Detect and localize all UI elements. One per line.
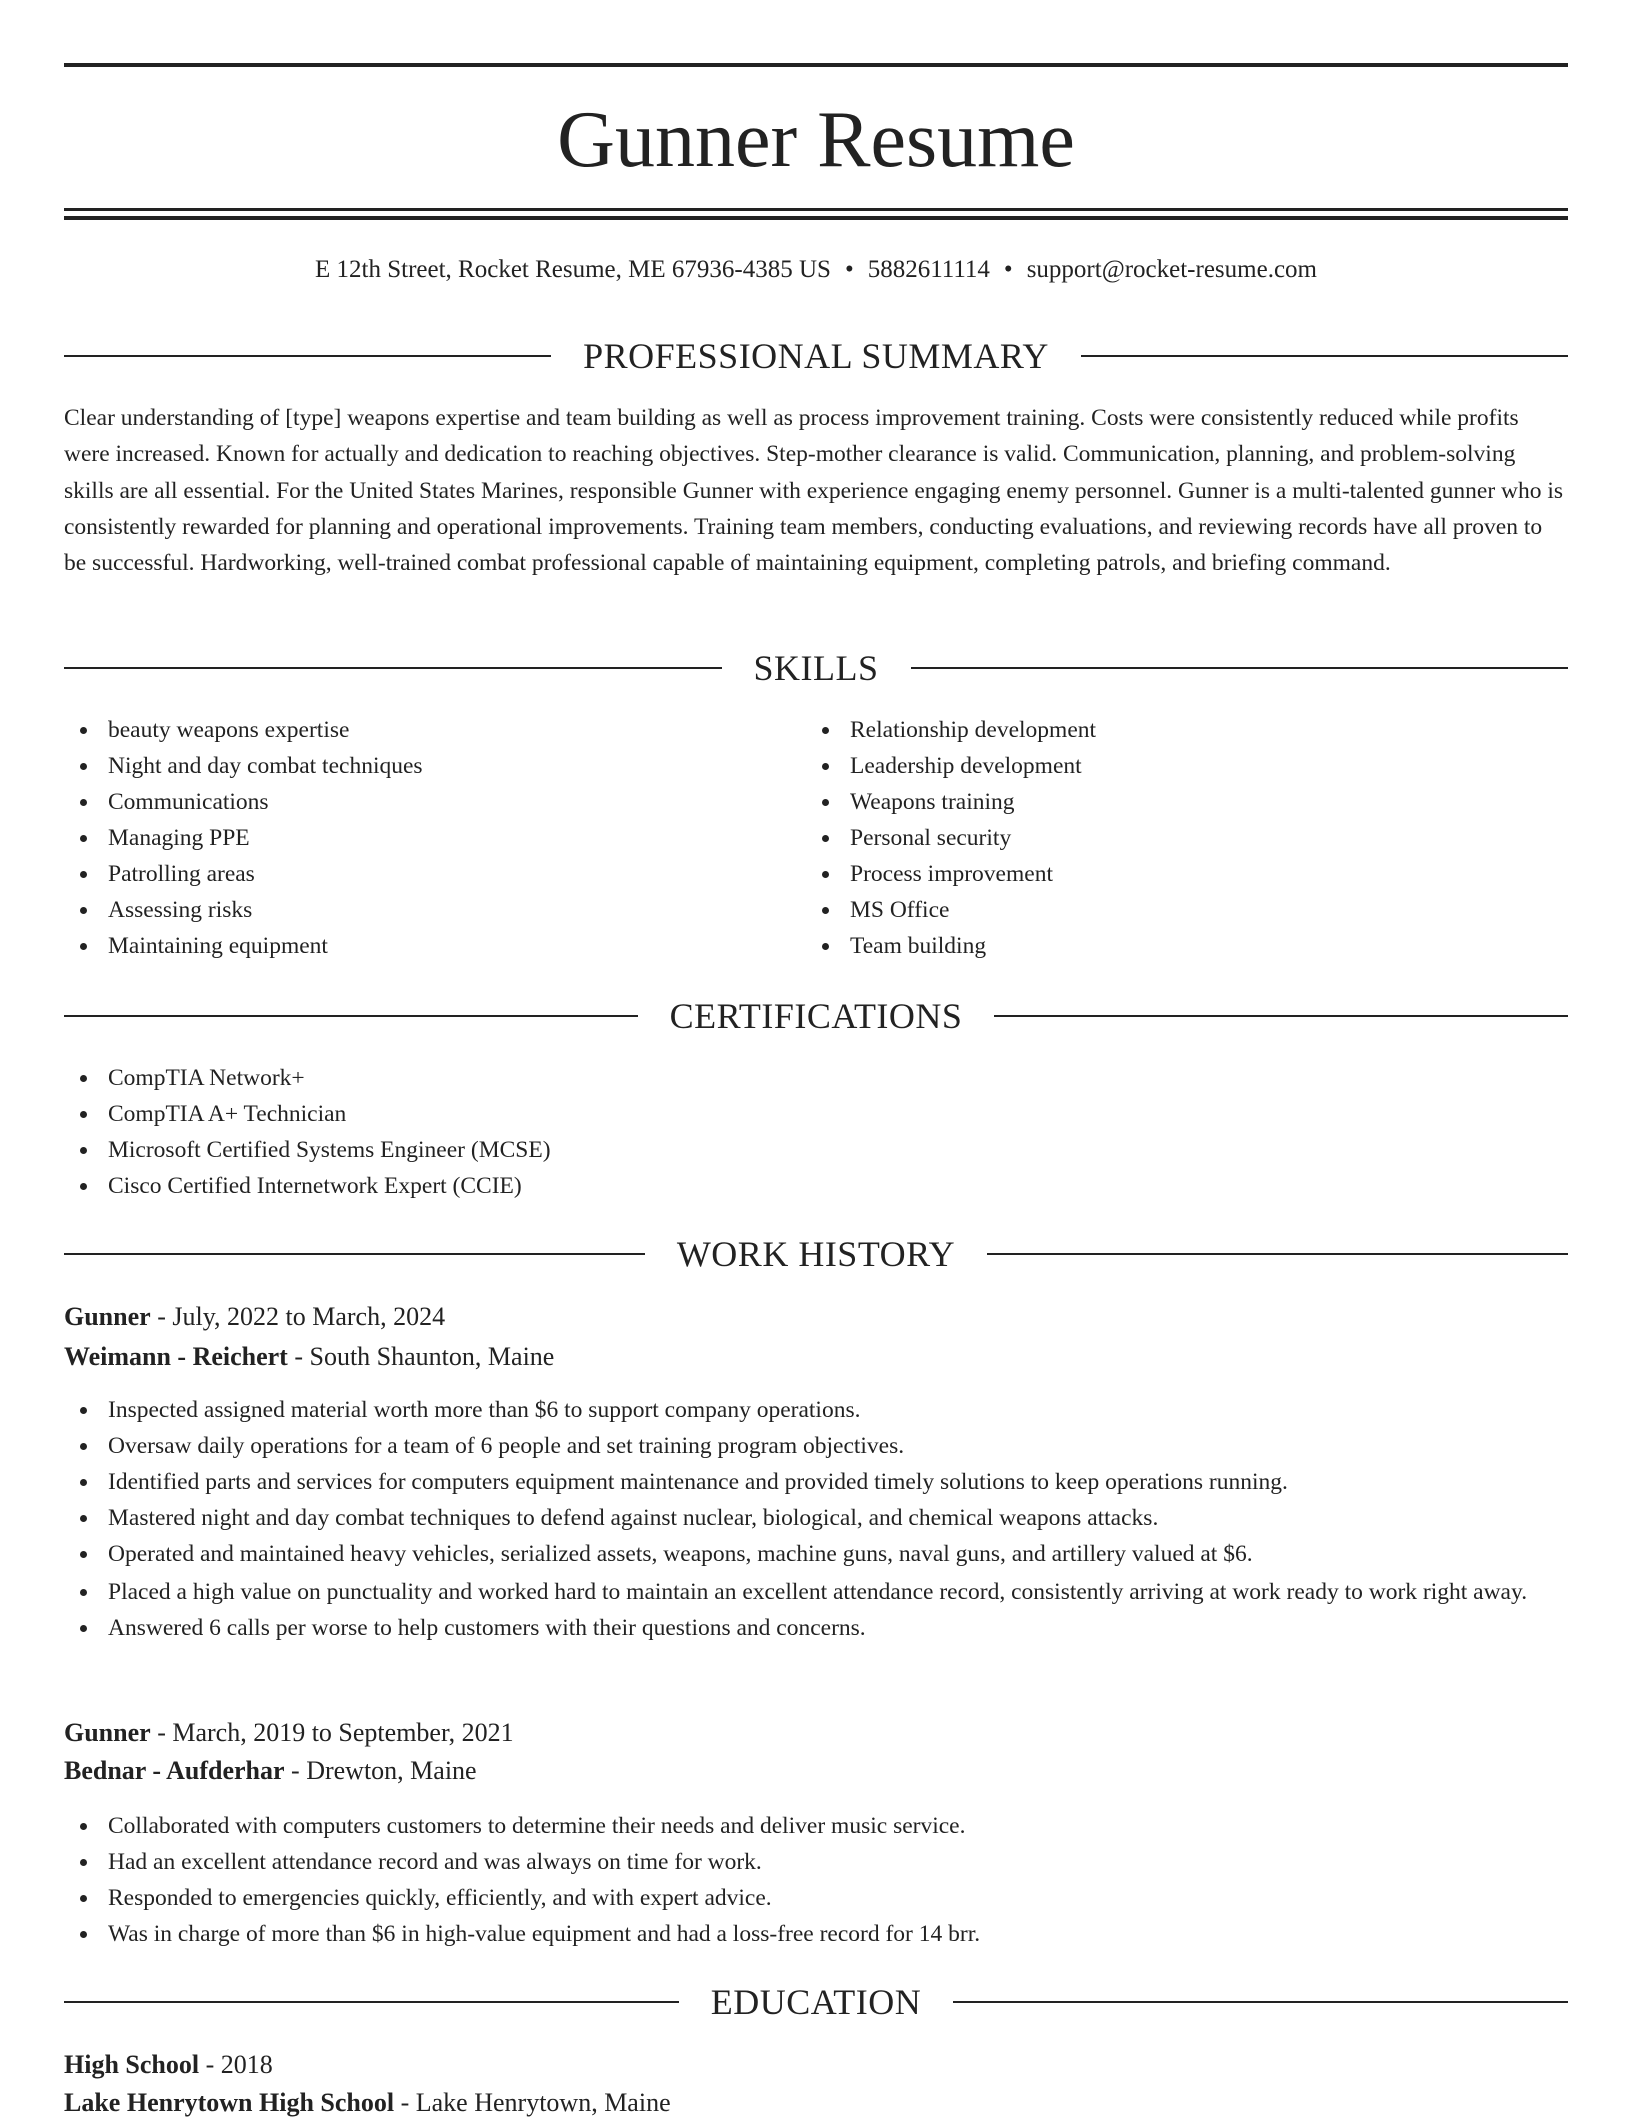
certification-item: CompTIA Network+	[64, 1060, 1464, 1096]
heading-rule	[64, 667, 722, 669]
duty-item: Collaborated with computers customers to determine their needs and deliver music service.	[64, 1808, 1568, 1844]
section-title: EDUCATION	[710, 1982, 922, 2022]
education-year: - 2018	[199, 2050, 273, 2079]
skill-item: Process improvement	[806, 856, 1506, 892]
education-degree-line	[64, 2048, 1568, 2082]
email: support@rocket-resume.com	[1026, 256, 1317, 283]
separator-dot: •	[844, 256, 854, 283]
certifications-list	[64, 1060, 1464, 1204]
education-degree: High School	[64, 2050, 200, 2079]
heading-rule	[987, 1253, 1568, 1255]
duty-item: Placed a high value on punctuality and worked hard to maintain an excellent attendance record, consistently arriving at work ready to work right away.	[64, 1574, 1568, 1610]
phone: 5882611114	[867, 256, 990, 283]
skill-item: Patrolling areas	[64, 856, 764, 892]
skill-item: MS Office	[806, 892, 1506, 928]
work-history-heading	[64, 1234, 1568, 1274]
section-title: CERTIFICATIONS	[669, 996, 963, 1036]
duty-item: Mastered night and day combat techniques to defend against nuclear, biological, and chemical weapons attacks.	[64, 1500, 1568, 1536]
separator-dot: •	[1003, 256, 1013, 283]
job-dates: - July, 2022 to March, 2024	[150, 1302, 446, 1331]
job-dates: - March, 2019 to September, 2021	[150, 1718, 514, 1747]
address: E 12th Street, Rocket Resume, ME 67936-4385 US	[315, 256, 831, 283]
duty-item: Inspected assigned material worth more than $6 to support company operations.	[64, 1392, 1568, 1428]
skill-item: Communications	[64, 784, 764, 820]
duty-item: Had an excellent attendance record and was always on time for work.	[64, 1844, 1568, 1880]
summary-text: Clear understanding of [type] weapons expertise and team building as well as process improvement training. Costs were consistently reduced while profits were increased. Known for actually and dedication to reaching objectives. Step-mother clearance is valid. Communication, planning, and problem-solving skills are all essential. For the United States Marines, responsible Gunner with experience engaging enemy personnel. Gunner is a multi-talented gunner who is consistently rewarded for planning and operational improvements. Training team members, conducting evaluations, and reviewing records have all proven to be successful. Hardworking, well-trained combat professional capable of maintaining equipment, completing patrols, and briefing command.	[64, 405, 1564, 577]
employer-location: - Drewton, Maine	[284, 1756, 477, 1785]
heading-rule	[911, 667, 1569, 669]
resume-name: Gunner Resume	[557, 96, 1075, 184]
double-rule	[64, 208, 1568, 220]
skill-item: Night and day combat techniques	[64, 748, 764, 784]
job-title: Gunner	[64, 1718, 151, 1747]
employer-name: Weimann - Reichert	[64, 1342, 288, 1371]
certification-item: Cisco Certified Internetwork Expert (CCIE)	[64, 1168, 1464, 1204]
duty-item: Answered 6 calls per worse to help customers with their questions and concerns.	[64, 1610, 1568, 1646]
employer-name: Bednar - Aufderhar	[64, 1756, 285, 1785]
job-title: Gunner	[64, 1302, 151, 1331]
skill-item: Personal security	[806, 820, 1506, 856]
skill-item: Relationship development	[806, 712, 1506, 748]
employer-line	[64, 1340, 1568, 1374]
heading-rule	[994, 1015, 1568, 1017]
job-title-line	[64, 1300, 1568, 1334]
skills-heading	[64, 648, 1568, 688]
skill-item: Team building	[806, 928, 1506, 964]
section-title: SKILLS	[753, 648, 879, 688]
skills-list-right	[806, 712, 1506, 964]
duty-item: Responded to emergencies quickly, efficiently, and with expert advice.	[64, 1880, 1568, 1916]
certifications-heading	[64, 996, 1568, 1036]
duty-item: Oversaw daily operations for a team of 6 people and set training program objectives.	[64, 1428, 1568, 1464]
certification-item: Microsoft Certified Systems Engineer (MCSE)	[64, 1132, 1464, 1168]
skill-item: Managing PPE	[64, 820, 764, 856]
duty-item: Identified parts and services for computers equipment maintenance and provided timely solutions to keep operations running.	[64, 1464, 1568, 1500]
skill-item: Maintaining equipment	[64, 928, 764, 964]
top-rule	[64, 63, 1568, 67]
certification-item: CompTIA A+ Technician	[64, 1096, 1464, 1132]
duties-list	[64, 1808, 1568, 1952]
education-heading	[64, 1982, 1568, 2022]
duties-list	[64, 1392, 1568, 1646]
section-title: WORK HISTORY	[676, 1234, 956, 1274]
heading-rule	[64, 355, 551, 357]
school-location: - Lake Henrytown, Maine	[394, 2088, 671, 2117]
summary-heading	[64, 336, 1568, 376]
heading-rule	[64, 1253, 645, 1255]
employer-line	[64, 1754, 1568, 1788]
education-school-line	[64, 2086, 1568, 2120]
heading-rule	[64, 2001, 679, 2003]
heading-rule	[64, 1015, 638, 1017]
job-title-line	[64, 1716, 1568, 1750]
skills-list-left	[64, 712, 764, 964]
heading-rule	[953, 2001, 1568, 2003]
heading-rule	[1081, 355, 1568, 357]
duty-item: Was in charge of more than $6 in high-value equipment and had a loss-free record for 14 brr.	[64, 1916, 1568, 1952]
skill-item: Weapons training	[806, 784, 1506, 820]
skill-item: Leadership development	[806, 748, 1506, 784]
contact-line	[64, 254, 1568, 286]
skill-item: beauty weapons expertise	[64, 712, 764, 748]
employer-location: - South Shaunton, Maine	[287, 1342, 555, 1371]
section-title: PROFESSIONAL SUMMARY	[583, 336, 1049, 376]
school-name: Lake Henrytown High School	[64, 2088, 395, 2117]
duty-item: Operated and maintained heavy vehicles, serialized assets, weapons, machine guns, naval guns, and artillery valued at $6.	[64, 1536, 1568, 1572]
skill-item: Assessing risks	[64, 892, 764, 928]
